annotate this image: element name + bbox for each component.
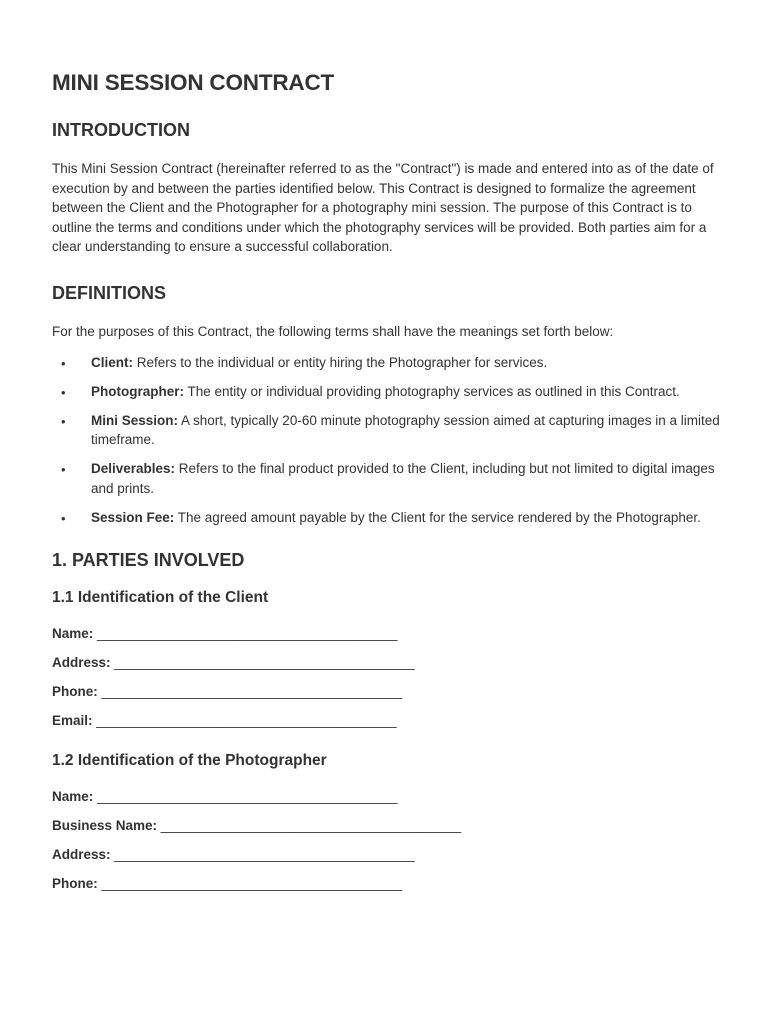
client-phone-field[interactable] bbox=[52, 682, 732, 701]
photographer-business-name-field[interactable] bbox=[52, 816, 732, 835]
photographer-name-field[interactable] bbox=[52, 787, 732, 806]
bullet-icon: • bbox=[61, 384, 66, 400]
definition-item-client bbox=[52, 353, 732, 373]
definition-item-mini-session bbox=[52, 411, 732, 450]
definition-item-photographer bbox=[52, 382, 732, 402]
introduction-text: This Mini Session Contract (hereinafter referred to as the "Contract") is made and entered into as of the date of execution by and between the parties identified below. This Contract is designed to formalize the agreement between the Client and the Photographer for a photography mini session. The purpose of this Contract is to outline the terms and conditions under which the photography services will be provided. Both parties aim for a clear understanding to ensure a successful collaboration. bbox=[52, 161, 714, 255]
field-blank-line[interactable]: ________________________________________ bbox=[92, 712, 397, 728]
field-label: Email: bbox=[52, 712, 93, 728]
parties-section bbox=[52, 550, 732, 893]
client-address-field[interactable] bbox=[52, 653, 732, 672]
definition-term: Session Fee: bbox=[91, 510, 175, 526]
definition-term: Client: bbox=[91, 354, 133, 370]
field-blank-line[interactable]: ________________________________________ bbox=[97, 683, 402, 699]
field-blank-line[interactable]: ________________________________________ bbox=[110, 846, 415, 862]
definition-text: The agreed amount payable by the Client for the service rendered by the Photographer. bbox=[174, 510, 701, 526]
field-label: Phone: bbox=[52, 683, 98, 699]
bullet-icon: • bbox=[61, 413, 66, 429]
photographer-address-field[interactable] bbox=[52, 845, 732, 864]
bullet-icon: • bbox=[61, 355, 66, 371]
client-identification-heading: 1.1 Identification of the Client bbox=[52, 588, 269, 606]
parties-heading: 1. PARTIES INVOLVED bbox=[52, 549, 245, 570]
field-blank-line[interactable]: ________________________________________ bbox=[97, 875, 402, 891]
field-label: Phone: bbox=[52, 875, 98, 891]
definitions-heading: DEFINITIONS bbox=[52, 282, 167, 303]
definition-term: Deliverables: bbox=[91, 461, 176, 477]
definitions-intro: For the purposes of this Contract, the following terms shall have the meanings set forth below: bbox=[52, 323, 614, 339]
introduction-section bbox=[52, 120, 732, 257]
document-title: MINI SESSION CONTRACT bbox=[52, 70, 335, 95]
field-label: Address: bbox=[52, 654, 111, 670]
definition-term: Photographer: bbox=[91, 383, 184, 399]
definitions-section bbox=[52, 283, 732, 528]
field-label: Business Name: bbox=[52, 817, 158, 833]
client-name-field[interactable] bbox=[52, 624, 732, 643]
definition-text: A short, typically 20-60 minute photography session aimed at capturing images in a limited timeframe. bbox=[91, 412, 720, 448]
client-fields bbox=[52, 624, 732, 730]
field-label: Address: bbox=[52, 846, 111, 862]
definition-text: The entity or individual providing photography services as outlined in this Contract. bbox=[184, 383, 680, 399]
bullet-icon: • bbox=[61, 462, 66, 478]
document-page bbox=[52, 70, 732, 915]
definition-term: Mini Session: bbox=[91, 412, 179, 428]
bullet-icon: • bbox=[61, 511, 66, 527]
definition-text: Refers to the final product provided to the Client, including but not limited to digital images and prints. bbox=[91, 461, 715, 497]
definition-item-session-fee bbox=[52, 508, 732, 528]
definitions-list bbox=[52, 353, 732, 528]
introduction-heading: INTRODUCTION bbox=[52, 120, 190, 140]
field-blank-line[interactable]: ________________________________________ bbox=[93, 625, 398, 641]
field-label: Name: bbox=[52, 625, 94, 641]
client-email-field[interactable] bbox=[52, 711, 732, 730]
photographer-identification-heading: 1.2 Identification of the Photographer bbox=[52, 751, 327, 769]
definition-item-deliverables bbox=[52, 459, 732, 498]
definition-text: Refers to the individual or entity hiring the Photographer for services. bbox=[133, 354, 548, 370]
field-blank-line[interactable]: ________________________________________ bbox=[157, 817, 462, 833]
photographer-phone-field[interactable] bbox=[52, 874, 732, 893]
field-blank-line[interactable]: ________________________________________ bbox=[110, 654, 415, 670]
field-label: Name: bbox=[52, 788, 94, 804]
photographer-fields bbox=[52, 787, 732, 893]
field-blank-line[interactable]: ________________________________________ bbox=[93, 788, 398, 804]
